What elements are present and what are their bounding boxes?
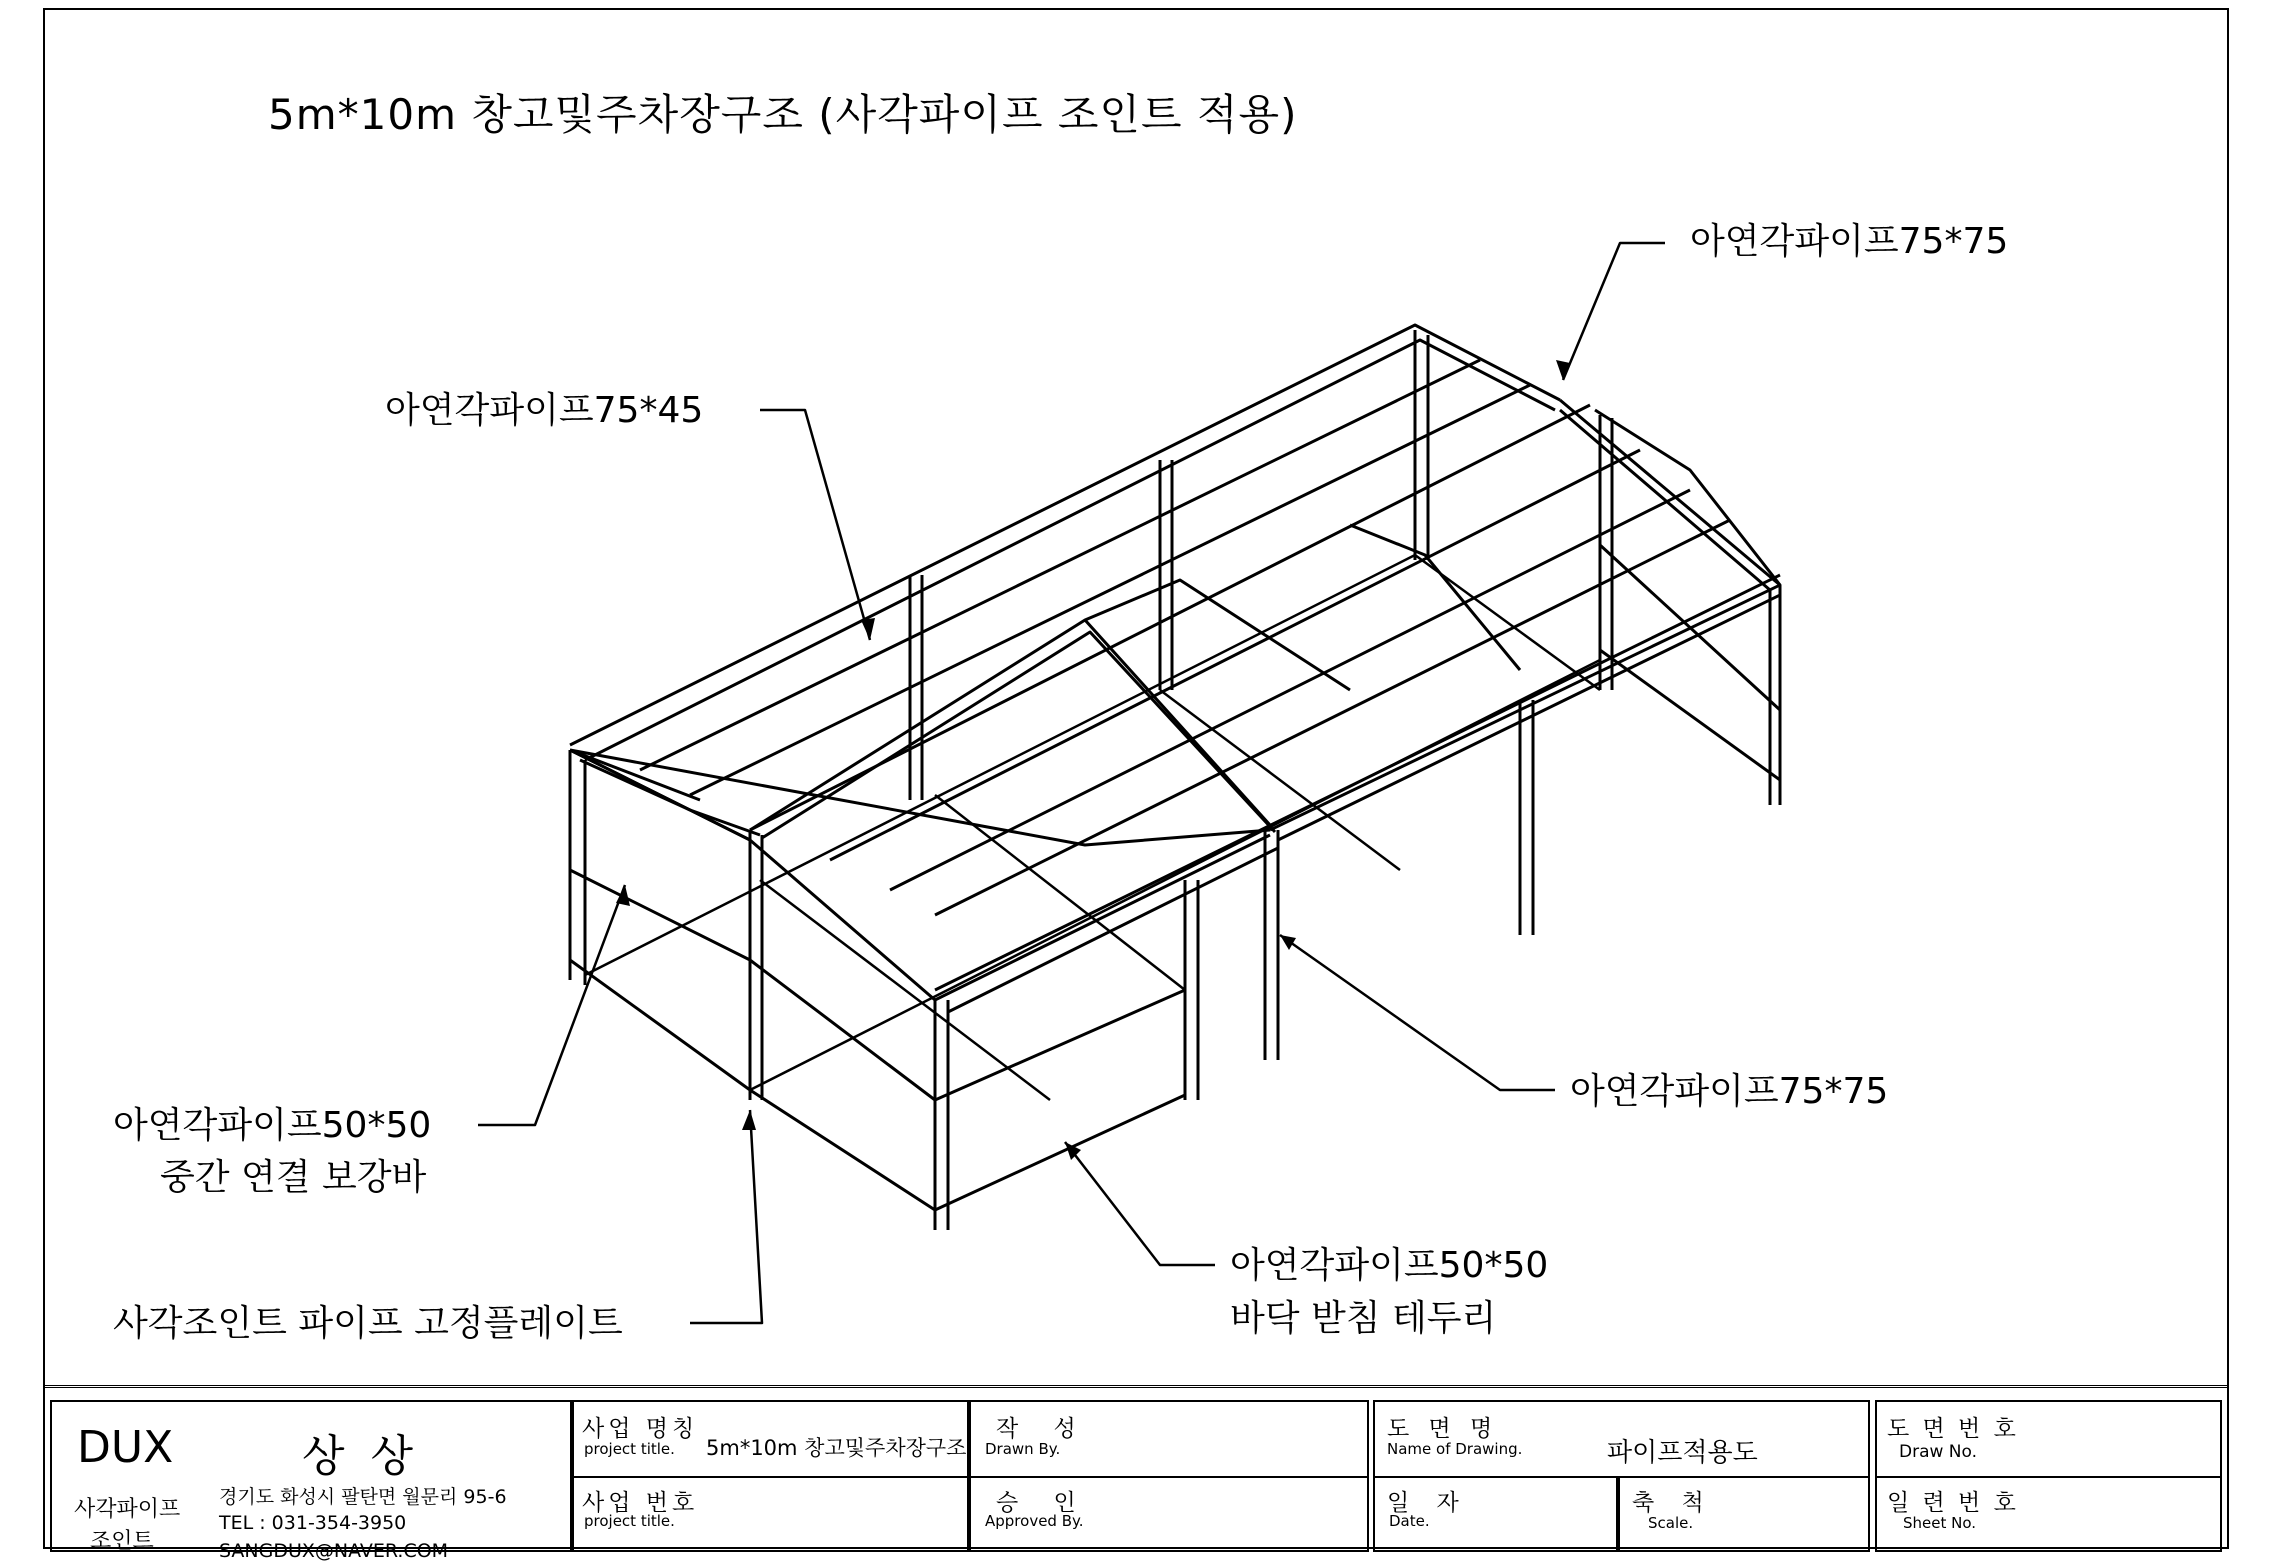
callout-joint-plate: 사각조인트 파이프 고정플레이트 <box>113 1303 623 1344</box>
callout-base-pipe: 아연각파이프50*50 <box>1230 1245 1549 1286</box>
callout-brace-pipe: 아연각파이프50*50 <box>113 1105 432 1146</box>
company-name: 상 상 <box>302 1431 419 1482</box>
project-name-label: 사업 명칭 <box>582 1416 699 1442</box>
drawing-name-cell <box>1373 1400 1870 1478</box>
company-tel: TEL : 031-354-3950 <box>219 1512 407 1534</box>
sheet-number-cell <box>1875 1476 2222 1552</box>
company-email: SANGDUX@NAVER.COM <box>219 1540 449 1562</box>
approved-by-cell <box>969 1476 1369 1552</box>
product-line-2: 조인트 <box>90 1529 154 1554</box>
company-address: 경기도 화성시 팔탄면 월문리 95-6 <box>219 1486 507 1508</box>
drawing-name-label: 도 면 명 <box>1387 1416 1499 1442</box>
scale-cell <box>1618 1476 1870 1552</box>
sheet-number-label-en: Sheet No. <box>1903 1514 1977 1532</box>
approved-by-label: 승 인 <box>996 1490 1090 1516</box>
drawn-by-label-en: Drawn By. <box>985 1440 1061 1458</box>
drawn-by-label: 작 성 <box>996 1416 1090 1442</box>
drawing-name-label-en: Name of Drawing. <box>1387 1440 1523 1458</box>
callout-purlin-pipe: 아연각파이프75*45 <box>385 390 704 431</box>
rear-gable-frame <box>910 330 1780 935</box>
callout-ridge-pipe: 아연각파이프75*75 <box>1690 221 2009 262</box>
project-number-label: 사업 번호 <box>582 1490 699 1516</box>
draw-number-label-en: Draw No. <box>1899 1442 1978 1462</box>
project-name-value: 5m*10m 창고및주차장구조 <box>706 1436 967 1460</box>
drawing-name-value: 파이프적용도 <box>1607 1438 1758 1468</box>
project-number-label-en: project title. <box>584 1512 675 1530</box>
scale-label: 축 척 <box>1632 1490 1714 1516</box>
date-cell <box>1373 1476 1618 1552</box>
scale-label-en: Scale. <box>1648 1514 1694 1532</box>
approved-by-label-en: Approved By. <box>985 1512 1084 1530</box>
project-name-cell <box>572 1400 969 1478</box>
callout-base-desc: 바닥 받침 테두리 <box>1230 1298 1497 1339</box>
sheet-number-label: 일 련 번 호 <box>1887 1490 2019 1516</box>
front-gable-frame <box>570 620 1278 1230</box>
project-number-cell <box>572 1476 969 1552</box>
product-line-1: 사각파이프 <box>74 1497 181 1522</box>
callout-column-pipe: 아연각파이프75*75 <box>1570 1071 1889 1112</box>
draw-number-label: 도 면 번 호 <box>1887 1416 2019 1442</box>
drawn-by-cell <box>969 1400 1369 1478</box>
date-label-en: Date. <box>1389 1512 1430 1530</box>
company-cell <box>50 1400 572 1562</box>
project-name-label-en: project title. <box>584 1440 675 1458</box>
date-label: 일 자 <box>1387 1490 1469 1516</box>
company-logo-text: DUX <box>77 1422 174 1473</box>
draw-number-cell <box>1875 1400 2222 1478</box>
callout-brace-desc: 중간 연결 보강바 <box>160 1157 427 1198</box>
drawing-title: 5m*10m 창고및주차장구조 (사각파이프 조인트 적용) <box>268 90 1298 139</box>
title-block <box>45 1385 2227 1562</box>
